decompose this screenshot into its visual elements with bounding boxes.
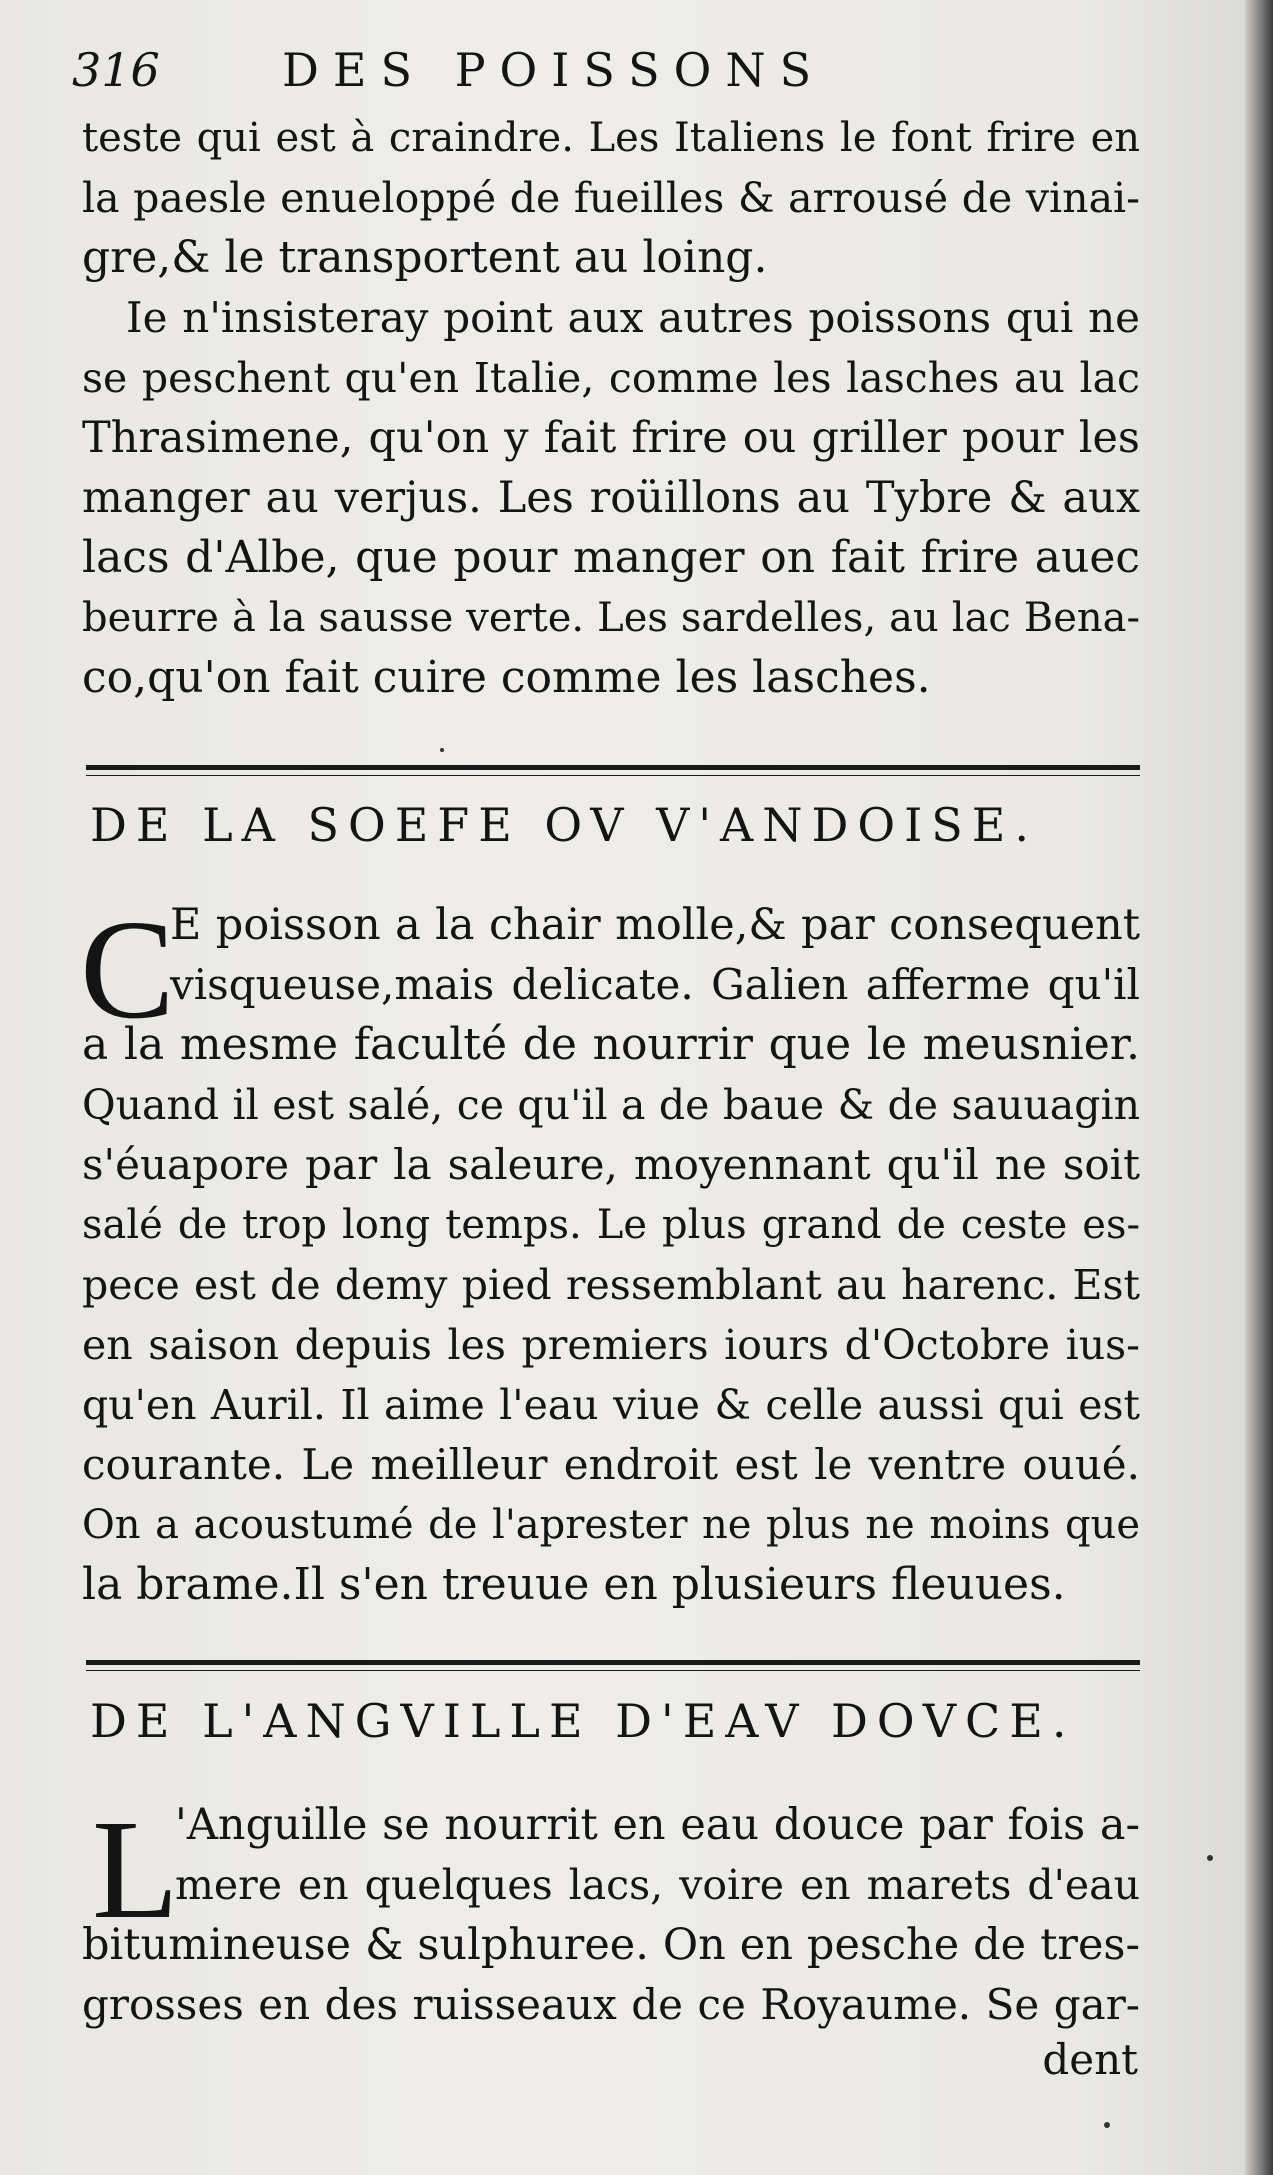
text-line: Thrasimene, qu'on y fait frire ou griller pour les [82,413,1140,463]
text-line: qu'en Auril. Il aime l'eau viue & celle aussi qui est [82,1381,1140,1429]
ink-speck [1104,2122,1110,2128]
text-line: On a acoustumé de l'aprester ne plus ne moins que [82,1502,1140,1548]
text-line: beurre à la sausse verte. Les sardelles, au lac Bena- [82,595,1140,641]
text-line: bitumineuse & sulphuree. On en pesche de tres- [82,1920,1140,1970]
catchword: dent [1042,2035,1138,2084]
ink-speck [1207,1855,1213,1861]
text-line: co,qu'on fait cuire comme les lasches. [82,652,931,703]
text-line: grosses en des ruisseaux de ce Royaume. Se gar- [82,1980,1140,2029]
text-line: en saison depuis les premiers iours d'Octobre ius- [82,1321,1140,1369]
text-line: courante. Le meilleur endroit est le ventre ouué. [82,1440,1140,1489]
section-heading-anguille: DE L'ANGVILLE D'EAV DOVCE. [90,1694,1076,1748]
section-divider-rule [86,1660,1140,1665]
text-line: lacs d'Albe, que pour manger on fait frire auec [82,532,1140,583]
text-line: s'éuapore par la saleure, moyennant qu'il ne soit [82,1140,1140,1189]
soefe-paragraph-start [170,895,1140,1015]
running-title: DES POISSONS [282,43,826,97]
text-line: teste qui est à craindre. Les Italiens le font frire en [82,115,1140,161]
text-line: la paesle enueloppé de fueilles & arrousé de vinai- [82,174,1140,222]
intro-paragraph [82,108,1140,708]
drop-cap-c: C [80,890,175,1048]
soefe-paragraph [82,1015,1140,1615]
text-line: la brame.Il s'en treuue en plusieurs fleuues. [82,1559,1066,1610]
book-spine-edge [1245,0,1273,2175]
anguille-paragraph-start [175,1795,1140,1915]
text-line: Quand il est salé, ce qu'il a de baue & de sauuagin [82,1081,1140,1129]
text-line: se peschent qu'en Italie, comme les lasches au lac [82,354,1140,402]
text-line: manger au verjus. Les roüillons au Tybre & aux [82,473,1140,523]
text-line: visqueuse,mais delicate. Galien afferme qu'il [170,960,1140,1009]
drop-cap-l: L [92,1790,179,1948]
page-number: 316 [72,43,160,97]
text-line: gre,& le transportent au loing. [82,232,768,283]
running-header [72,40,1152,100]
text-line: salé de trop long temps. Le plus grand de ceste es- [82,1202,1140,1248]
text-line: E poisson a la chair molle,& par consequent [170,900,1140,950]
text-line: mere en quelques lacs, voire en marets d'eau [175,1861,1140,1909]
text-line: pece est de demy pied ressemblant au harenc. Est [82,1261,1140,1309]
section-heading-soefe: DE LA SOEFE OV V'ANDOISE. [90,798,1038,852]
section-divider-rule [86,765,1140,770]
anguille-paragraph [82,1915,1140,2035]
ink-speck [440,748,444,752]
text-line: a la mesme faculté de nourrir que le meusnier. [82,1019,1140,1070]
text-line: Ie n'insisteray point aux autres poissons qui ne [126,293,1140,342]
text-line: 'Anguille se nourrit en eau douce par fois a- [175,1800,1140,1850]
